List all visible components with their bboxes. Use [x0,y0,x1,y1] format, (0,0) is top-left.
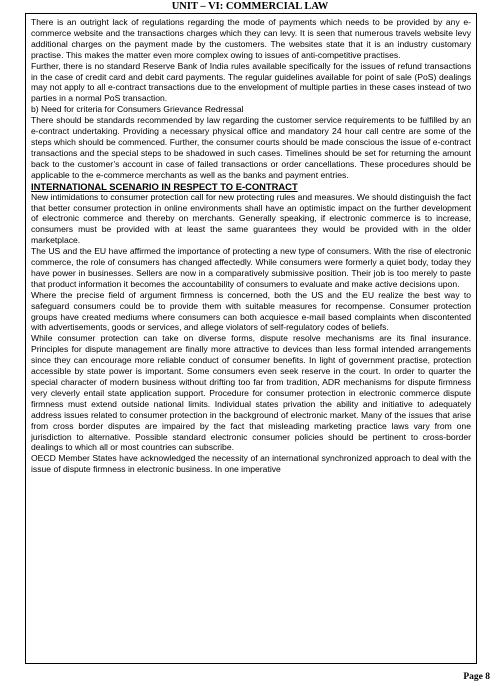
section-heading-international-scenario: INTERNATIONAL SCENARIO IN RESPECT TO E-CONTRACT [31,180,298,192]
content-body [31,17,471,475]
page-header: UNIT – VI: COMMERCIAL LAW [171,1,329,12]
subheading-grievance-redressal: b) Need for criteria for Consumers Grievance Redressal [31,104,244,115]
paragraph-dispute-resolution: While consumer protection can take on diverse forms, dispute resolve mechanisms are its final insurance. Principles for dispute management are finally more attractive to devices than less formal intended arrangements since they can encourage more reliable conduct of consumer benefits. In light of government practise, protection accessible by state power is important. Some consumers even seek reserve in the court. In order to quarter the special character of modern business without drifting too far from tradition, ADR mechanisms for dispute firmness very cleverly entail state application support. Procedure for consumer protection in electronic commerce dispute firmness must extend outside national limits. Individual states privation the ability and initiative to adequately address issues related to consumer protection in the background of electronic market. Many of the issues that arise from cross border disputes are impaired by the fact that misleading marketing practice laws vary from one jurisdiction to alternative. Possible standard electronic consumer policies should be pertinent to cross-border dealings to which all or most countries can subscribe. [31,333,471,453]
paragraph-argument-firmness: Where the precise field of argument firmness is concerned, both the US and the EU realize the best way to safeguard consumers could be to provide them with suitable measures for recompense. Consumer protection groups have created mediums where consumers can both acquiesce e-mail based complaints when discontented with advertisements, goods or services, and allege violators of self-regulatory codes of beliefs. [31,289,471,333]
paragraph-us-eu-consumers: The US and the EU have affirmed the importance of protecting a new type of consumers. With the rise of electronic commerce, the role of consumers has changed affectedly. While consumers were formerly a quiet body, today they have power in businesses. Sellers are now in a comparatively submissive position. Their job is too merely to paste that product information it becomes the accountability of consumers to evaluate and make active decisions upon. [31,246,471,289]
paragraph-payment-regulations: There is an outright lack of regulations regarding the mode of payments which needs to be provided by any e-commerce website and the transactions charges which they can levy. It is seen that numerous travels website levy additional charges on the payment made by the customers. The websites state that it is an industry customary practise. This makes the matter even more complex owing to issues of anti-competitive practises. [31,17,471,60]
page-number: Page 8 [463,672,490,682]
paragraph-new-intimidations: New intimidations to consumer protection call for new protecting rules and measures. We should distinguish the fact that better consumer protection in online environments shall have an optimistic impact on the further development of electronic commerce and thereby on merchants. Generally speaking, if electronic commerce is to increase, consumers must be provided with at least the same guarantees they would be provided with in the older marketplace. [31,191,471,246]
content-frame [25,13,477,664]
paragraph-rbi-refund-rules: Further, there is no standard Reserve Bank of India rules available specifically for the issues of refund transactions in the case of credit card and debit card payments. The regular guidelines available for point of sale (PoS) dealings may not apply to all e-contract transactions due to the envelopment of multiple parties in these cases instead of two parties in a normal PoS transaction. [31,60,471,104]
paragraph-customer-service-standards: There should be standards recommended by law regarding the customer service requirements to be fulfilled by an e-contract undertaking. Providing a necessary physical office and mandatory 24 hour call centre are some of the steps which should be commenced. Further, the consumer courts should be made conscious the issue of e-contract transactions and the special steps to be shadowed in such cases. Timelines should be set for returning the amount back to the customer’s account in case of failed transactions or order cancellations. These procedures should be applicable to the e-commerce merchants as well as the banks and payment entries. [31,115,471,180]
paragraph-oecd: OECD Member States have acknowledged the necessity of an international synchronized approach to deal with the issue of dispute firmness in electronic business. In one imperative [31,453,471,475]
